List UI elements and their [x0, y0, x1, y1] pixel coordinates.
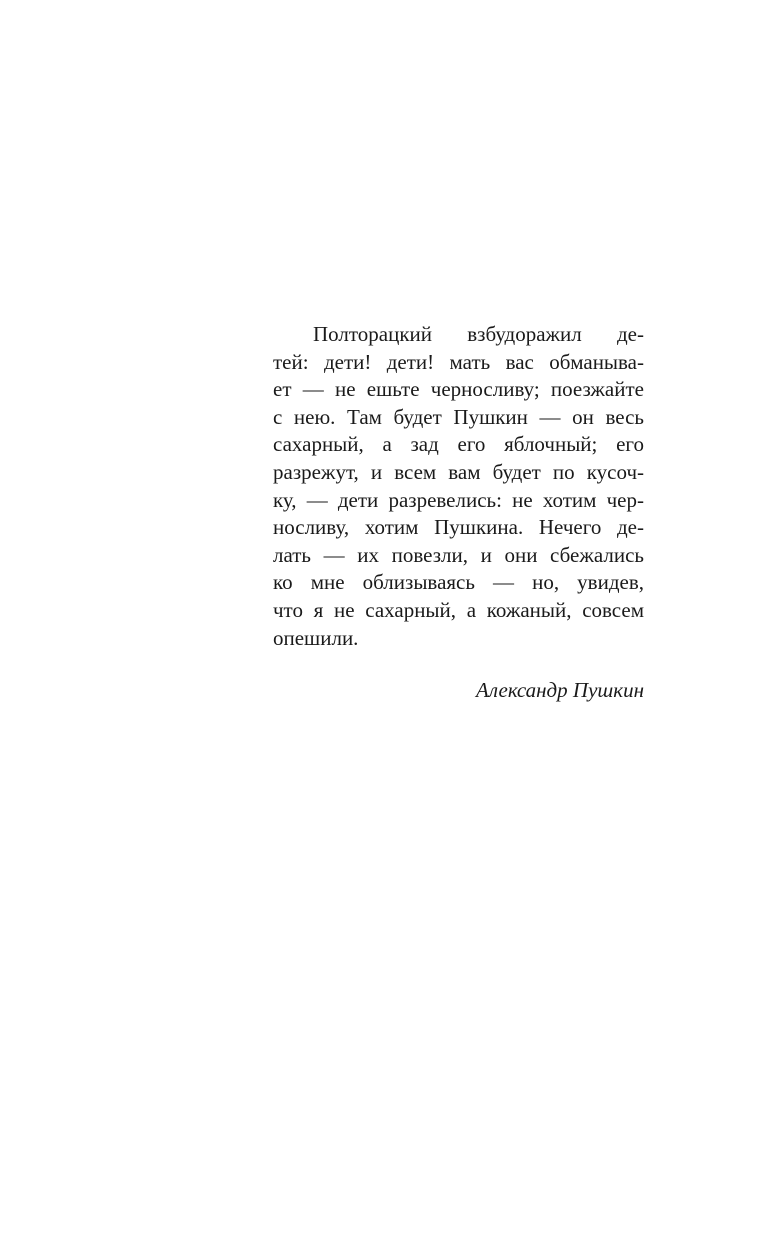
epigraph-line: лать — их повезли, и они сбежались: [273, 542, 644, 567]
epigraph-line: тей: дети! дети! мать вас обманыва-: [273, 349, 644, 374]
epigraph-line: разрежут, и всем вам будет по кусоч-: [273, 459, 644, 484]
epigraph-line: что я не сахарный, а кожаный, совсем: [273, 597, 644, 622]
epigraph-author: Александр Пушкин: [476, 678, 644, 702]
epigraph-line: Полторацкий взбудоражил де-: [313, 322, 644, 346]
epigraph-line: носливу, хотим Пушкина. Нечего де-: [273, 515, 644, 540]
epigraph-line: с нею. Там будет Пушкин — он весь: [273, 404, 644, 429]
epigraph-line: опешили.: [273, 625, 359, 650]
epigraph-line: ет — не ешьте черносливу; поезжайте: [273, 377, 644, 402]
epigraph-line: ко мне облизываясь — но, увидев,: [273, 570, 644, 595]
epigraph-line: ку, — дети разревелись: не хотим чер-: [273, 487, 644, 512]
epigraph-line: сахарный, а зад его яблочный; его: [273, 432, 644, 457]
epigraph-text: [273, 321, 644, 652]
